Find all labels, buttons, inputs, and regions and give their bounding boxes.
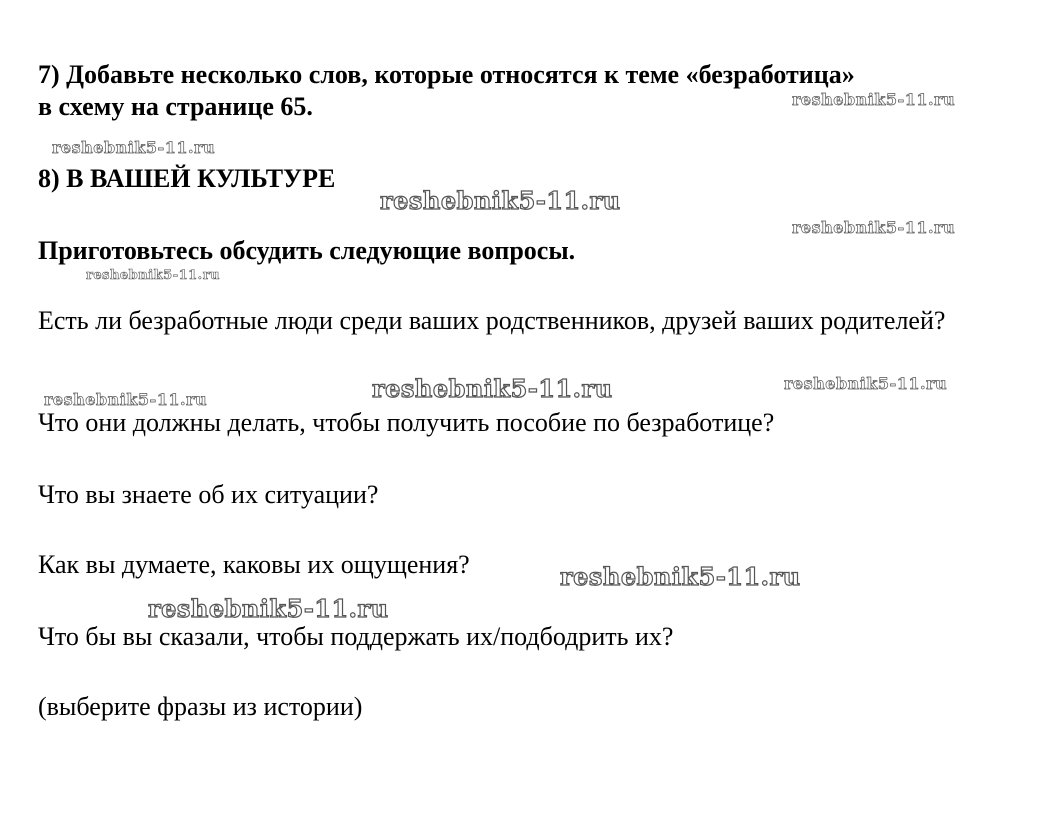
question-1: Есть ли безработные люди среди ваших родственников, друзей ваших родителей? [38,306,946,335]
question-5: Что бы вы сказали, чтобы поддержать их/подбодрить их? [38,622,674,651]
watermark: reshebnik5-11.ru [792,218,956,237]
watermark: reshebnik5-11.ru [380,186,621,215]
watermark: reshebnik5-11.ru [784,374,948,393]
watermark: reshebnik5-11.ru [560,562,801,591]
watermark: reshebnik5-11.ru [44,390,208,409]
watermark: reshebnik5-11.ru [372,374,613,403]
task7-line2: в схему на странице 65. [38,92,313,121]
watermark: reshebnik5-11.ru [52,138,216,157]
watermark: reshebnik5-11.ru [792,90,956,109]
question-4: Как вы думаете, каковы их ощущения? [38,550,470,579]
task8-prepare: Приготовьтесь обсудить следующие вопросы. [38,236,576,265]
task8-heading: 8) В ВАШЕЙ КУЛЬТУРЕ [38,164,336,193]
task7-line1: 7) Добавьте несколько слов, которые относятся к теме «безработица» [38,60,855,89]
question-6: (выберите фразы из истории) [38,692,363,721]
question-3: Что вы знаете об их ситуации? [38,480,379,509]
question-2: Что они должны делать, чтобы получить пособие по безработице? [38,408,775,437]
watermark: reshebnik5-11.ru [86,268,221,283]
watermark: reshebnik5-11.ru [148,594,389,623]
